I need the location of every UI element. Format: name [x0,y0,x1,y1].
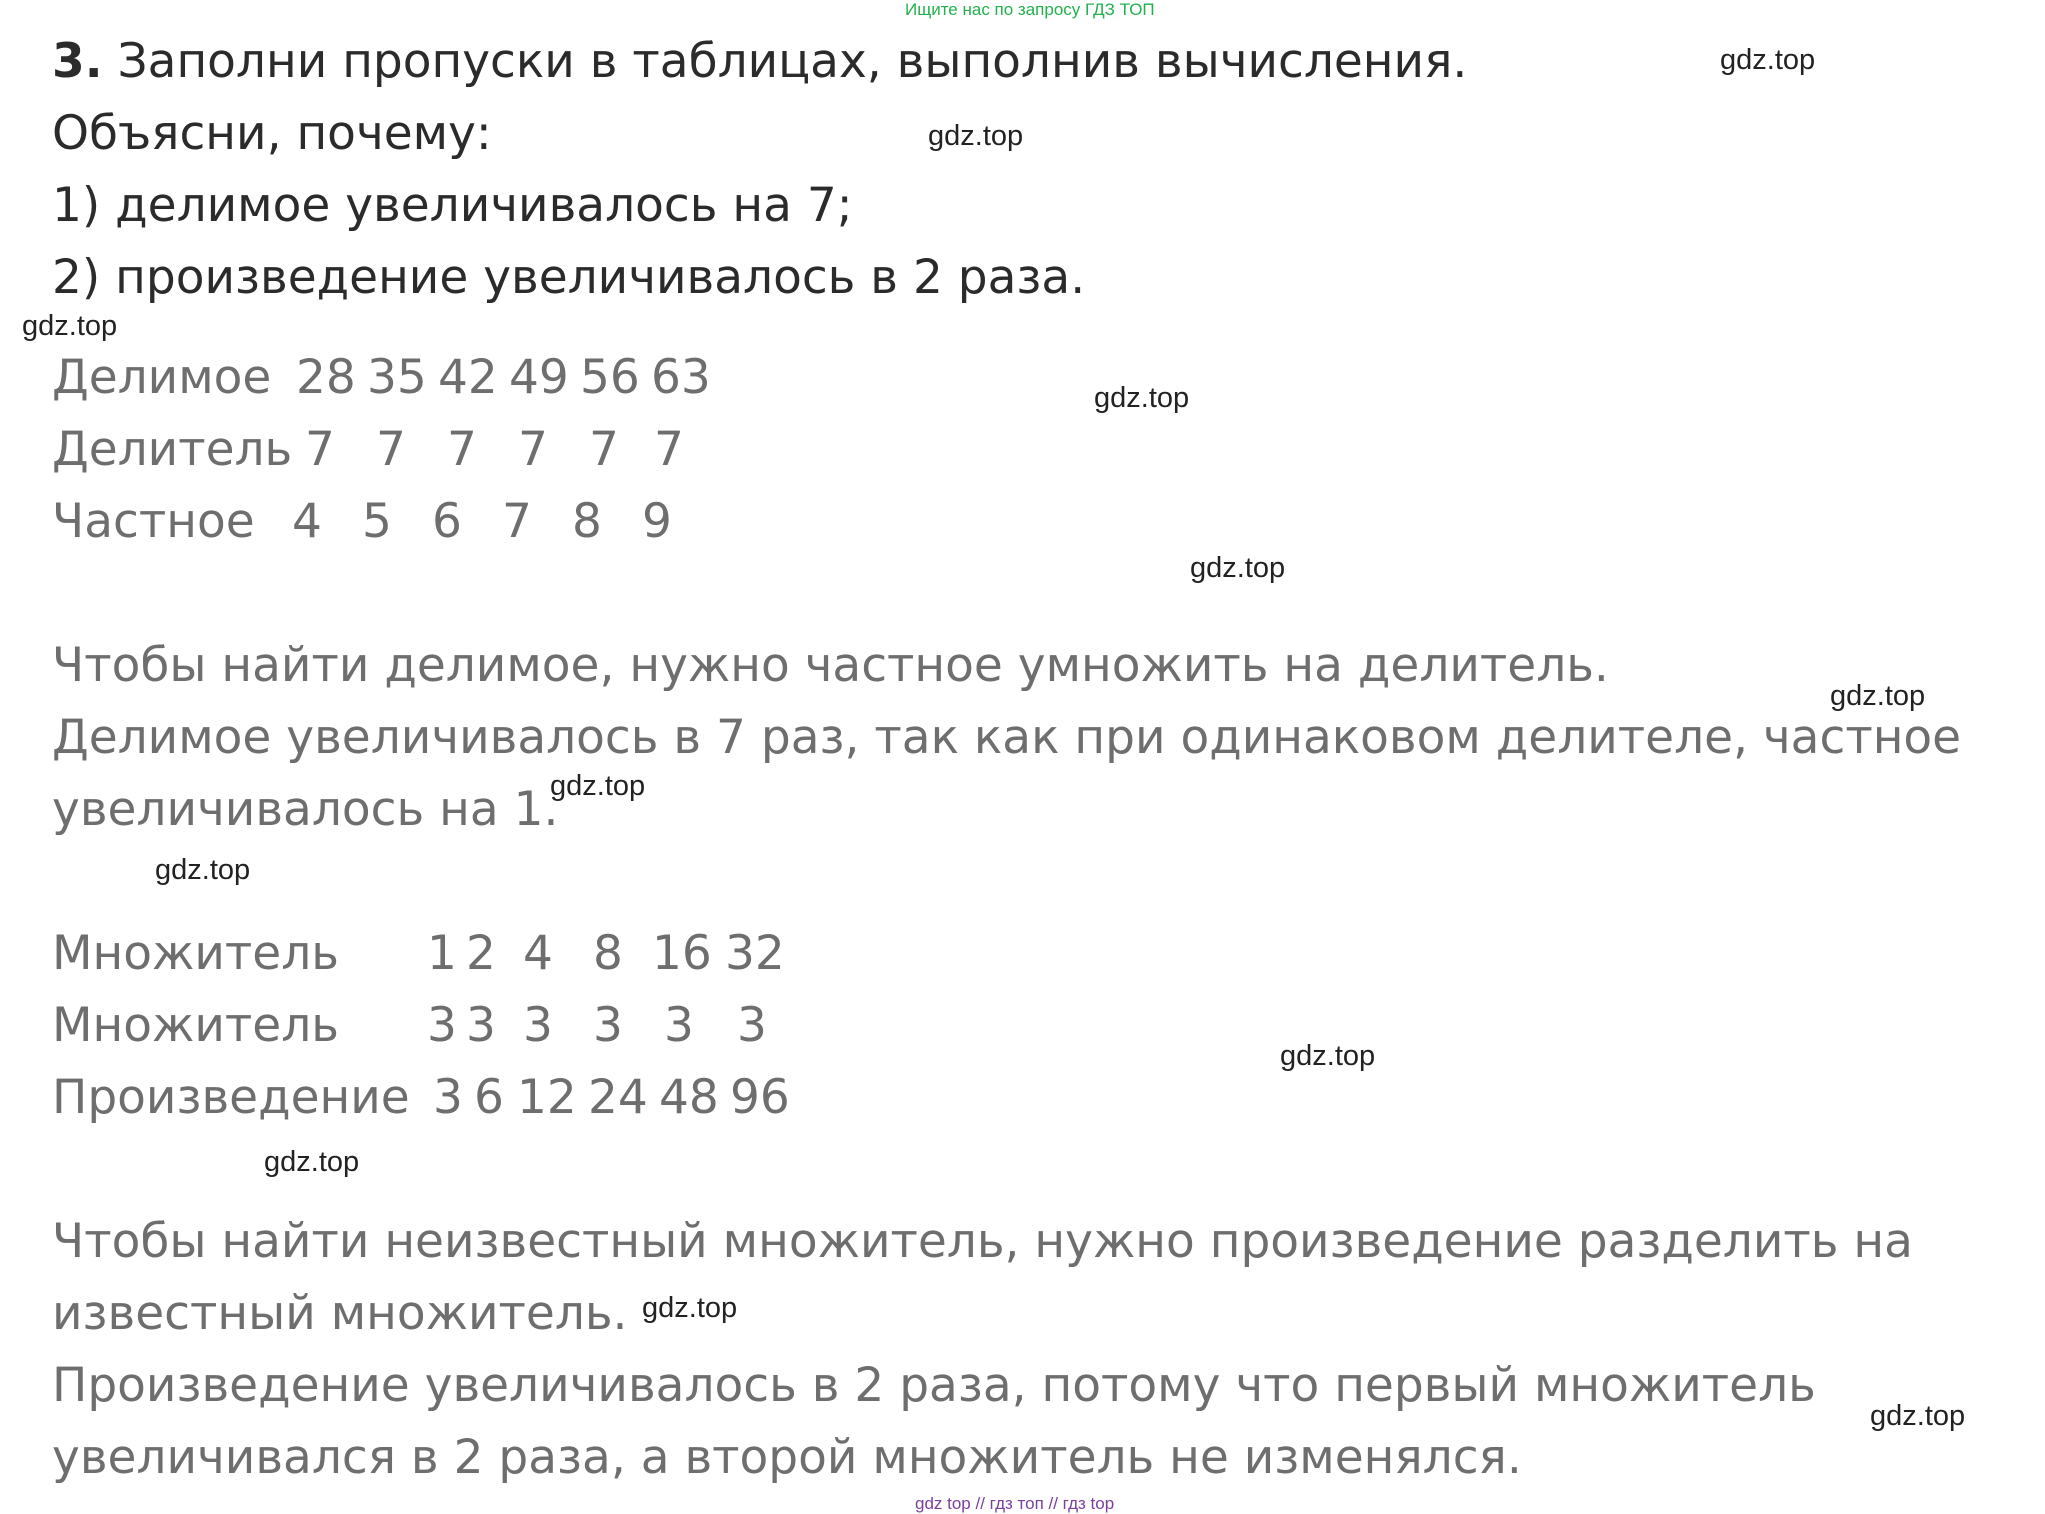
watermark: gdz.top [1720,44,1816,76]
watermark: gdz.top [642,1292,738,1324]
watermark: gdz.top [155,854,251,886]
table2-value: 3 [593,998,623,1053]
table2-value: 6 [474,1070,504,1125]
explanation2-line-3: Произведение увеличивалось в 2 раза, потому что первый множитель [52,1358,1816,1413]
table1-label-divisor: Делитель [52,422,293,477]
explanation1-line-1: Чтобы найти делимое, нужно частное умножить на делитель. [52,638,1609,693]
table2-value: 3 [433,1070,463,1125]
table2-value: 3 [664,998,694,1053]
table1-label-dividend: Делимое [52,350,272,405]
watermark: gdz.top [1190,552,1286,584]
watermark: gdz.top [264,1146,360,1178]
table2-value: 12 [517,1070,577,1125]
task-line-1-text: Заполни пропуски в таблицах, выполнив вычисления. [117,34,1468,89]
table2-value: 3 [737,998,767,1053]
explanation2-line-4: увеличивался в 2 раза, а второй множитель не изменялся. [52,1430,1522,1485]
table1-value: 7 [589,422,619,477]
task-line-1 [52,34,1468,89]
watermark: gdz.top [550,770,646,802]
table1-value: 7 [502,494,532,549]
table2-value: 16 [652,926,712,981]
task-number: 3. [52,34,103,89]
table2-value: 3 [523,998,553,1053]
table2-value: 24 [588,1070,648,1125]
table2-label-factor1: Множитель [52,926,339,981]
table2-label-factor2: Множитель [52,998,339,1053]
table1-label-quotient: Частное [52,494,255,549]
table1-value: 8 [572,494,602,549]
table1-value: 9 [642,494,672,549]
explanation1-line-2: Делимое увеличивалось в 7 раз, так как при одинаковом делителе, частное [52,710,1962,765]
watermark: gdz.top [1094,382,1190,414]
table2-value: 2 [466,926,496,981]
table1-value: 28 [296,350,356,405]
table2-value: 3 [427,998,457,1053]
table2-value: 3 [466,998,496,1053]
table2-label-product: Произведение [52,1070,410,1125]
table1-value: 35 [367,350,427,405]
table2-value: 1 [427,926,457,981]
top-banner: Ищите нас по запросу ГДЗ ТОП [905,0,1155,19]
table1-value: 56 [580,350,640,405]
explanation2-line-2: известный множитель. [52,1286,628,1341]
table1-value: 7 [518,422,548,477]
task-line-4: 2) произведение увеличивалось в 2 раза. [52,250,1086,305]
table1-value: 7 [654,422,684,477]
watermark: gdz.top [928,120,1024,152]
table1-value: 4 [292,494,322,549]
bottom-banner: gdz top // гдз топ // гдз top [915,1494,1115,1513]
table1-value: 7 [447,422,477,477]
table2-value: 8 [593,926,623,981]
task-line-2: Объясни, почему: [52,106,492,161]
watermark: gdz.top [1830,680,1926,712]
task-line-3: 1) делимое увеличивалось на 7; [52,178,853,233]
table1-value: 5 [362,494,392,549]
explanation2-line-1: Чтобы найти неизвестный множитель, нужно произведение разделить на [52,1214,1913,1269]
table1-value: 49 [509,350,569,405]
table2-value: 96 [730,1070,790,1125]
table1-value: 7 [376,422,406,477]
watermark: gdz.top [1280,1040,1376,1072]
watermark: gdz.top [22,310,118,342]
table2-value: 48 [659,1070,719,1125]
table1-value: 7 [305,422,335,477]
table1-value: 42 [438,350,498,405]
explanation1-line-3: увеличивалось на 1. [52,782,559,837]
table1-value: 6 [432,494,462,549]
table1-value: 63 [651,350,711,405]
table2-value: 32 [725,926,785,981]
table2-value: 4 [523,926,553,981]
watermark: gdz.top [1870,1400,1966,1432]
